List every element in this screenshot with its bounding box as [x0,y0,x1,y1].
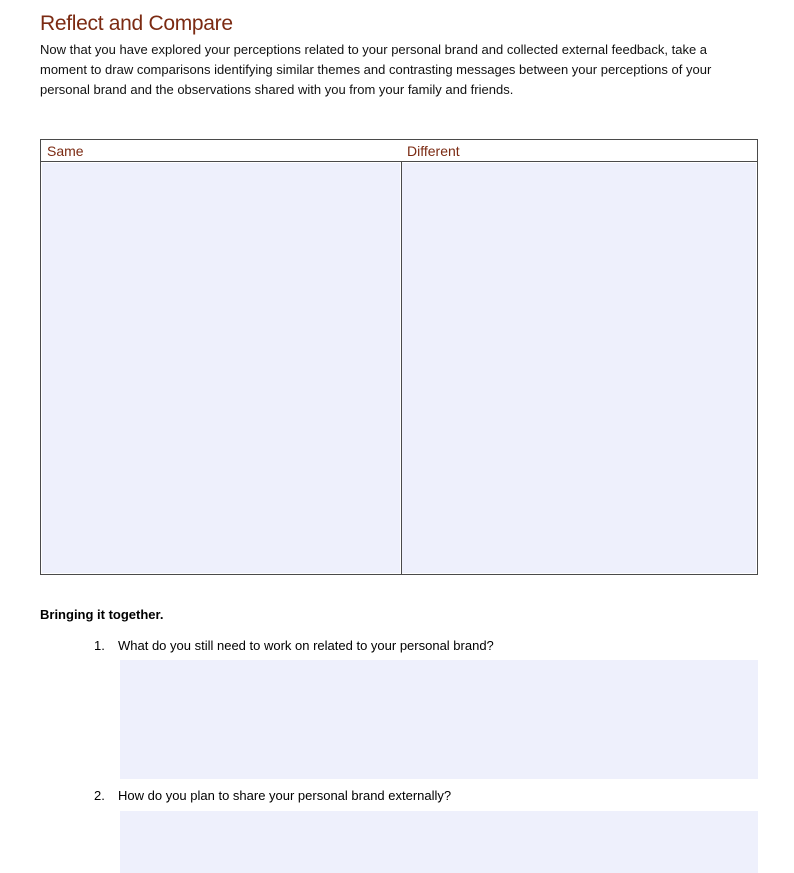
question-2-text: How do you plan to share your personal brand externally? [118,788,452,803]
answer-1-field[interactable] [120,660,758,779]
different-column-header: Different [401,140,757,162]
question-1-text: What do you still need to work on related to your personal brand? [118,638,494,653]
same-column-header: Same [41,140,401,162]
different-column [401,140,757,574]
page-title: Reflect and Compare [40,12,233,35]
same-column [41,140,402,574]
same-input-field[interactable] [42,163,400,573]
question-2 [94,788,451,803]
comparison-table [40,139,758,575]
question-2-number: 2. [94,788,105,803]
different-input-field[interactable] [402,163,756,573]
question-1 [94,638,494,653]
question-1-number: 1. [94,638,105,653]
answer-2-field[interactable] [120,811,758,873]
section-heading: Bringing it together. [40,607,164,622]
intro-paragraph: Now that you have explored your perceptions related to your personal brand and collected external feedback, take a moment to draw comparisons identifying similar themes and contrasting messages between your perceptions of your personal brand and the observations shared with you from your family and friends. [40,42,712,97]
